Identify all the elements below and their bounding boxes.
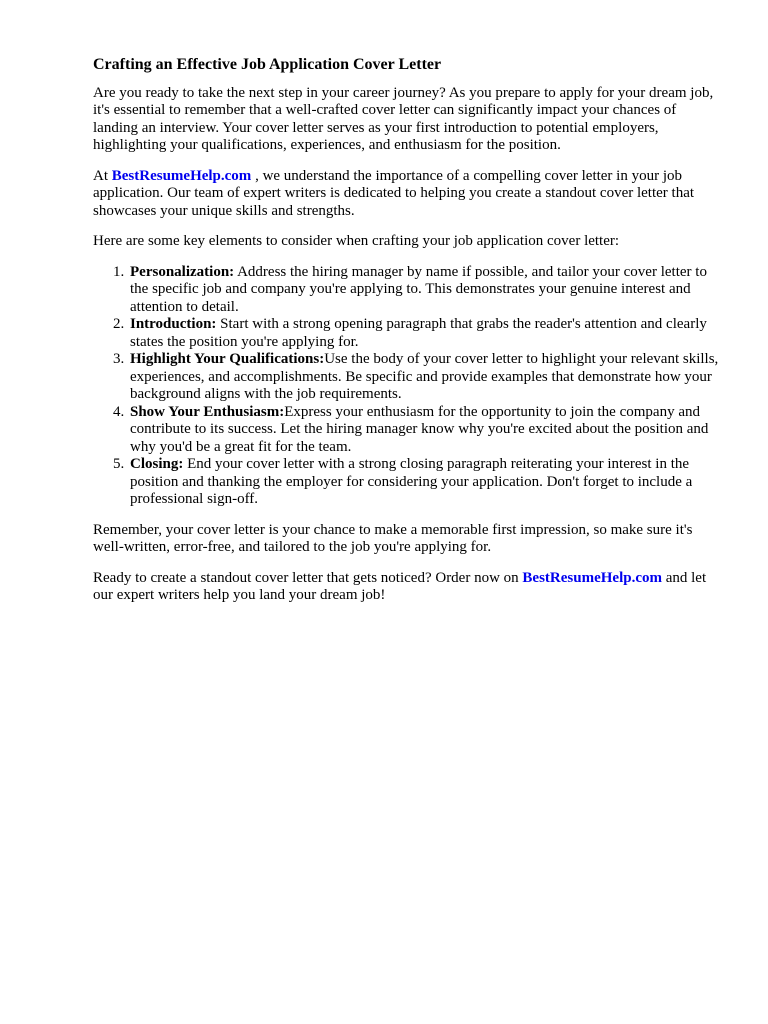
about-text-after: , we understand the importance of a compelling cover letter in your job application. Our team of expert writers is dedicated to helping you create a standout cover letter that showcases your unique skills and strengths. [93,167,695,219]
remember-paragraph: Remember, your cover letter is your chance to make a memorable first impression, so make sure it's well-written, error-free, and tailored to the job you're applying for. [93,521,693,555]
list-item-enthusiasm [128,404,724,457]
key-elements-list [93,264,724,509]
intro-paragraph: Are you ready to take the next step in your career journey? As you prepare to apply for your dream job, it's essential to remember that a well-crafted cover letter can significantly impact your chances of landing an interview. Your cover letter serves as your first introduction to potential employers, highlighting your qualifications, experiences, and enthusiasm for the position. [93,84,714,153]
list-item-text: End your cover letter with a strong closing paragraph reiterating your interest in the position and thanking the employer for considering your application. Don't forget to include a professional sign-off. [130,456,693,507]
list-item-text: Address the hiring manager by name if possible, and tailor your cover letter to the specific job and company you're applying to. This demonstrates your genuine interest and attention to detail. [130,263,707,315]
bestresumehelp-link-cta[interactable]: BestResumeHelp.com [522,569,662,586]
document-title: Crafting an Effective Job Application Cover Letter [93,56,442,73]
about-text-before: At [93,167,112,184]
list-item-closing [128,456,724,509]
cta-paragraph [93,570,724,605]
cta-text-before: Ready to create a standout cover letter that gets noticed? Order now on [93,569,523,586]
list-item-text: Express your enthusiasm for the opportunity to join the company and contribute to its success. Let the hiring manager know why you're excited about the position and why you'd be a great fit for the team. [130,403,709,455]
cta-text-after: and let our expert writers help you land your dream job! [93,569,707,603]
bestresumehelp-link[interactable]: BestResumeHelp.com [111,167,252,184]
list-item-text: Use the body of your cover letter to highlight your relevant skills, experiences, and accomplishments. Be specific and provide examples that demonstrate how your background aligns with the job requirements. [130,351,719,402]
list-item-introduction [128,316,724,351]
list-item-lead: Introduction: [130,316,217,332]
list-item-lead: Show Your Enthusiasm: [130,403,285,420]
list-item-personalization [128,264,724,317]
about-paragraph [93,168,724,221]
list-item-qualifications [128,351,724,404]
list-item-lead: Highlight Your Qualifications: [130,351,325,367]
list-item-lead: Personalization: [130,263,235,280]
list-item-text: Start with a strong opening paragraph that grabs the reader's attention and clearly states the position you're applying for. [130,316,707,350]
elements-intro-paragraph: Here are some key elements to consider when crafting your job application cover letter: [93,233,620,249]
list-item-lead: Closing: [130,456,184,472]
